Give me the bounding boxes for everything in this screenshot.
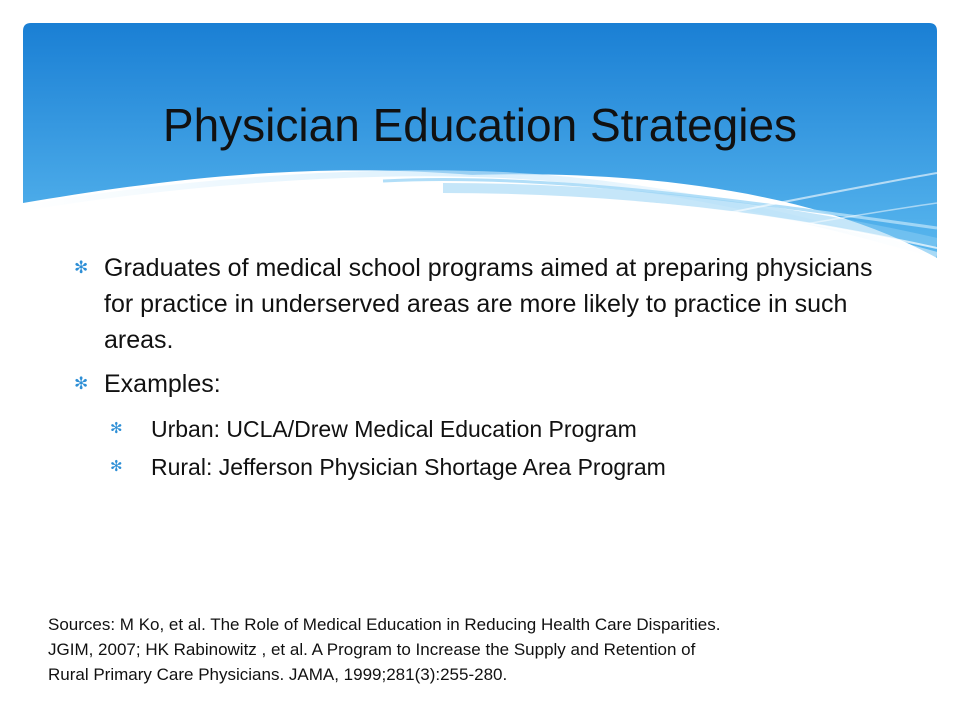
title-banner <box>23 23 937 273</box>
bullet-star-icon: ✻ <box>74 374 89 393</box>
slide-title: Physician Education Strategies <box>162 99 798 151</box>
sub-bullet-text: Rural: Jefferson Physician Shortage Area Program <box>151 454 666 480</box>
bullet-item <box>74 366 884 402</box>
sub-bullet-text: Urban: UCLA/Drew Medical Education Program <box>151 416 637 442</box>
bullet-star-icon: ✻ <box>74 258 89 277</box>
sources-line: Rural Primary Care Physicians. JAMA, 1999;281(3):255-280. <box>48 665 508 684</box>
sub-bullet-star-icon: ✻ <box>110 458 123 475</box>
bullet-text: Examples: <box>104 370 221 398</box>
sources-line: JGIM, 2007; HK Rabinowitz , et al. A Program to Increase the Supply and Retention of <box>48 640 696 659</box>
bullet-item <box>74 250 884 358</box>
bullet-text: Graduates of medical school programs aimed at preparing physicians for practice in underserved areas are more likely to practice in such areas. <box>104 254 873 354</box>
sources-line: Sources: M Ko, et al. The Role of Medical Education in Reducing Health Care Disparities. <box>48 615 721 634</box>
sub-bullet-item <box>74 410 884 448</box>
sub-bullet-star-icon: ✻ <box>110 420 123 437</box>
bullet-list <box>74 250 884 486</box>
sub-bullet-item <box>74 448 884 486</box>
sources-citation <box>48 612 928 687</box>
